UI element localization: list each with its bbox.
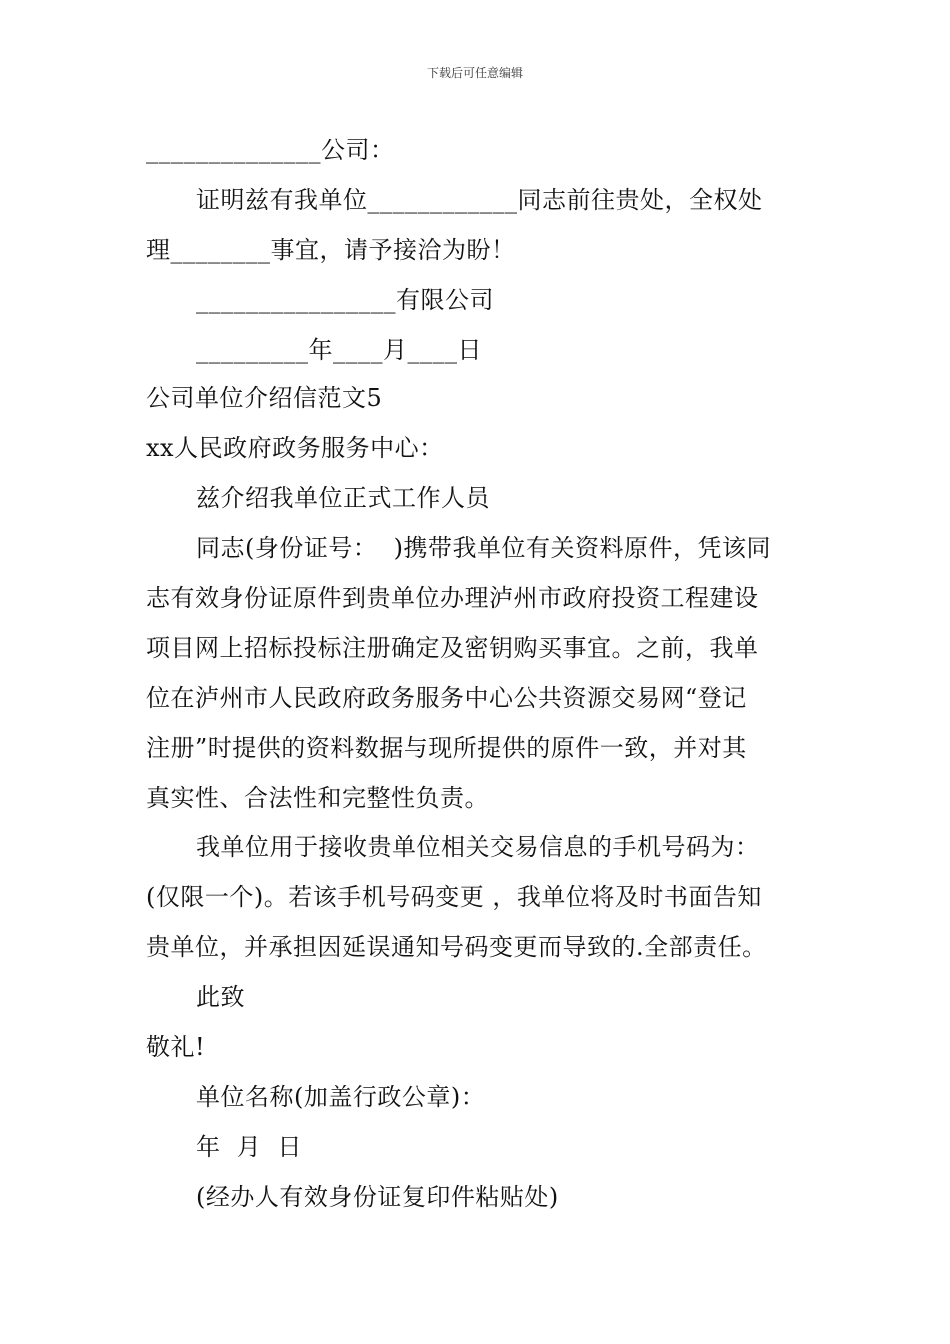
paragraph-line-3: 项目网上招标投标注册确定及密钥购买事宜。之前，我单 xyxy=(146,634,759,662)
paragraph-line-1: 同志(身份证号： )携带我单位有关资料原件，凭该同 xyxy=(196,534,771,562)
closing-line: 此致 xyxy=(196,983,245,1011)
paragraph-line-4: 位在泸州市人民政府政务服务中心公共资源交易网“登记 xyxy=(146,684,747,712)
section-title: 公司单位介绍信范文5 xyxy=(146,384,383,412)
phone-paragraph-line-2: (仅限一个)。若该手机号码变更 ，我单位将及时书面告知 xyxy=(146,883,762,911)
addressee-company-line: ______________公司： xyxy=(146,136,395,164)
paragraph-line-5: 注册”时提供的资料数据与现所提供的原件一致，并对其 xyxy=(146,734,747,762)
phone-paragraph-line-3: 贵单位，并承担因延误通知号码变更而导致的.全部责任。 xyxy=(146,933,767,961)
body-line-2: 理________事宜，请予接洽为盼！ xyxy=(146,236,516,264)
organization-name-line: 单位名称(加盖行政公章)： xyxy=(196,1083,486,1111)
signature-date-line: 年 月 日 xyxy=(196,1133,303,1161)
signature-company-line: ________________有限公司 xyxy=(196,286,494,314)
paragraph-line-6: 真实性、合法性和完整性负责。 xyxy=(146,784,489,812)
date-line: _________年____月____日 xyxy=(196,336,482,364)
phone-paragraph-line-1: 我单位用于接收贵单位相关交易信息的手机号码为： xyxy=(196,833,760,861)
paragraph-line-2: 志有效身份证原件到贵单位办理泸州市政府投资工程建设 xyxy=(146,584,759,612)
id-copy-note: (经办人有效身份证复印件粘贴处) xyxy=(196,1183,559,1211)
body-line-1: 证明兹有我单位____________同志前往贵处，全权处 xyxy=(196,186,763,214)
addressee-line: xx人民政府政务服务中心： xyxy=(146,434,444,462)
intro-line: 兹介绍我单位正式工作人员 xyxy=(196,484,490,512)
salutation-line: 敬礼! xyxy=(146,1033,206,1061)
page-header-note: 下载后可任意编辑 xyxy=(426,66,523,80)
